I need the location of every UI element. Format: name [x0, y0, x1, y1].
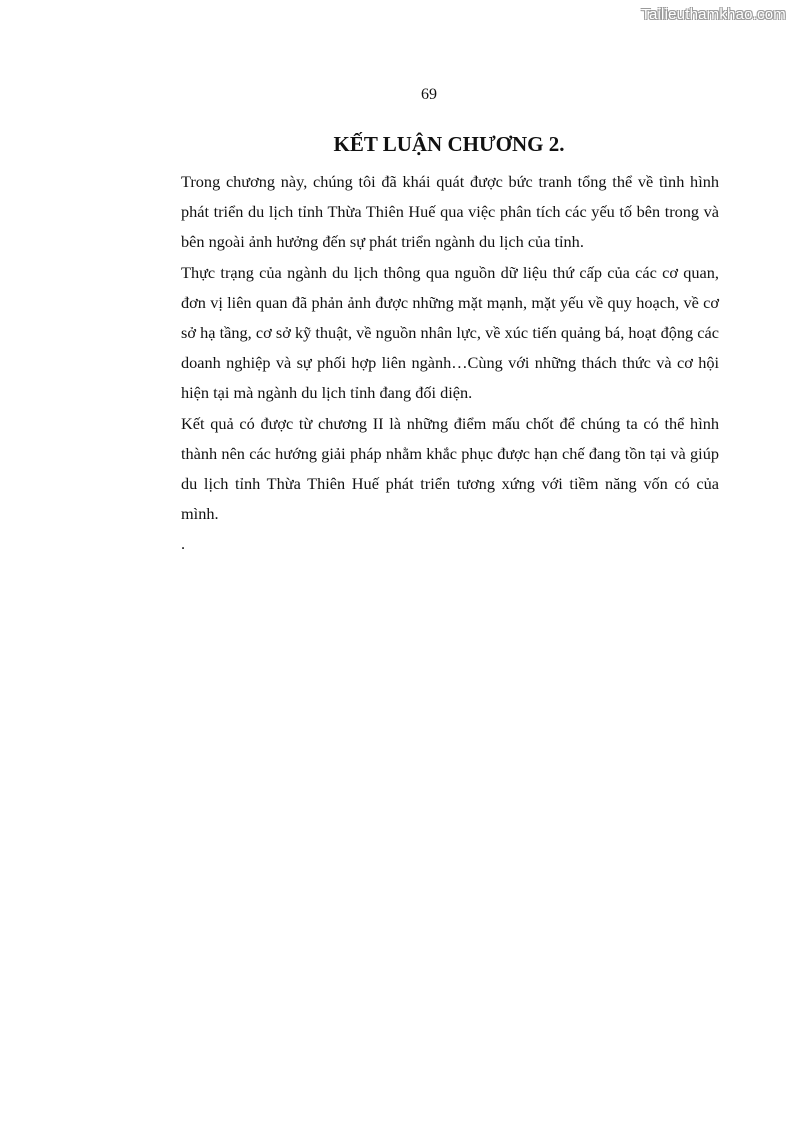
body-text: [181, 167, 719, 560]
paragraph-2: Thực trạng của ngành du lịch thông qua nguồn dữ liệu thứ cấp của các cơ quan, đơn vị liên quan đã phản ảnh được những mặt mạnh, mặt yếu về quy hoạch, về cơ sở hạ tầng, cơ sở kỹ thuật, về nguồn nhân lực, về xúc tiến quảng bá, hoạt động các doanh nghiệp và sự phối hợp liên ngành…Cùng với những thách thức và cơ hội hiện tại mà ngành du lịch tỉnh đang đối diện.: [181, 262, 719, 403]
chapter-title: KẾT LUẬN CHƯƠNG 2.: [333, 132, 565, 156]
paragraph-1: Trong chương này, chúng tôi đã khái quát được bức tranh tổng thể về tình hình phát triển du lịch tỉnh Thừa Thiên Huế qua việc phân tích các yếu tố bên trong và bên ngoài ảnh hưởng đến sự phát triển ngành du lịch của tỉnh.: [181, 172, 719, 252]
trailing-mark: .: [181, 534, 186, 554]
watermark: Tailieuthamkhao.com: [641, 6, 786, 23]
paragraph-3: Kết quả có được từ chương II là những điểm mấu chốt để chúng ta có thể hình thành nên các hướng giải pháp nhằm khắc phục được hạn chế đang tồn tại và giúp du lịch tỉnh Thừa Thiên Huế phát triển tương xứng với tiềm năng vốn có của mình.: [181, 413, 719, 524]
page-number: 69: [421, 86, 437, 103]
